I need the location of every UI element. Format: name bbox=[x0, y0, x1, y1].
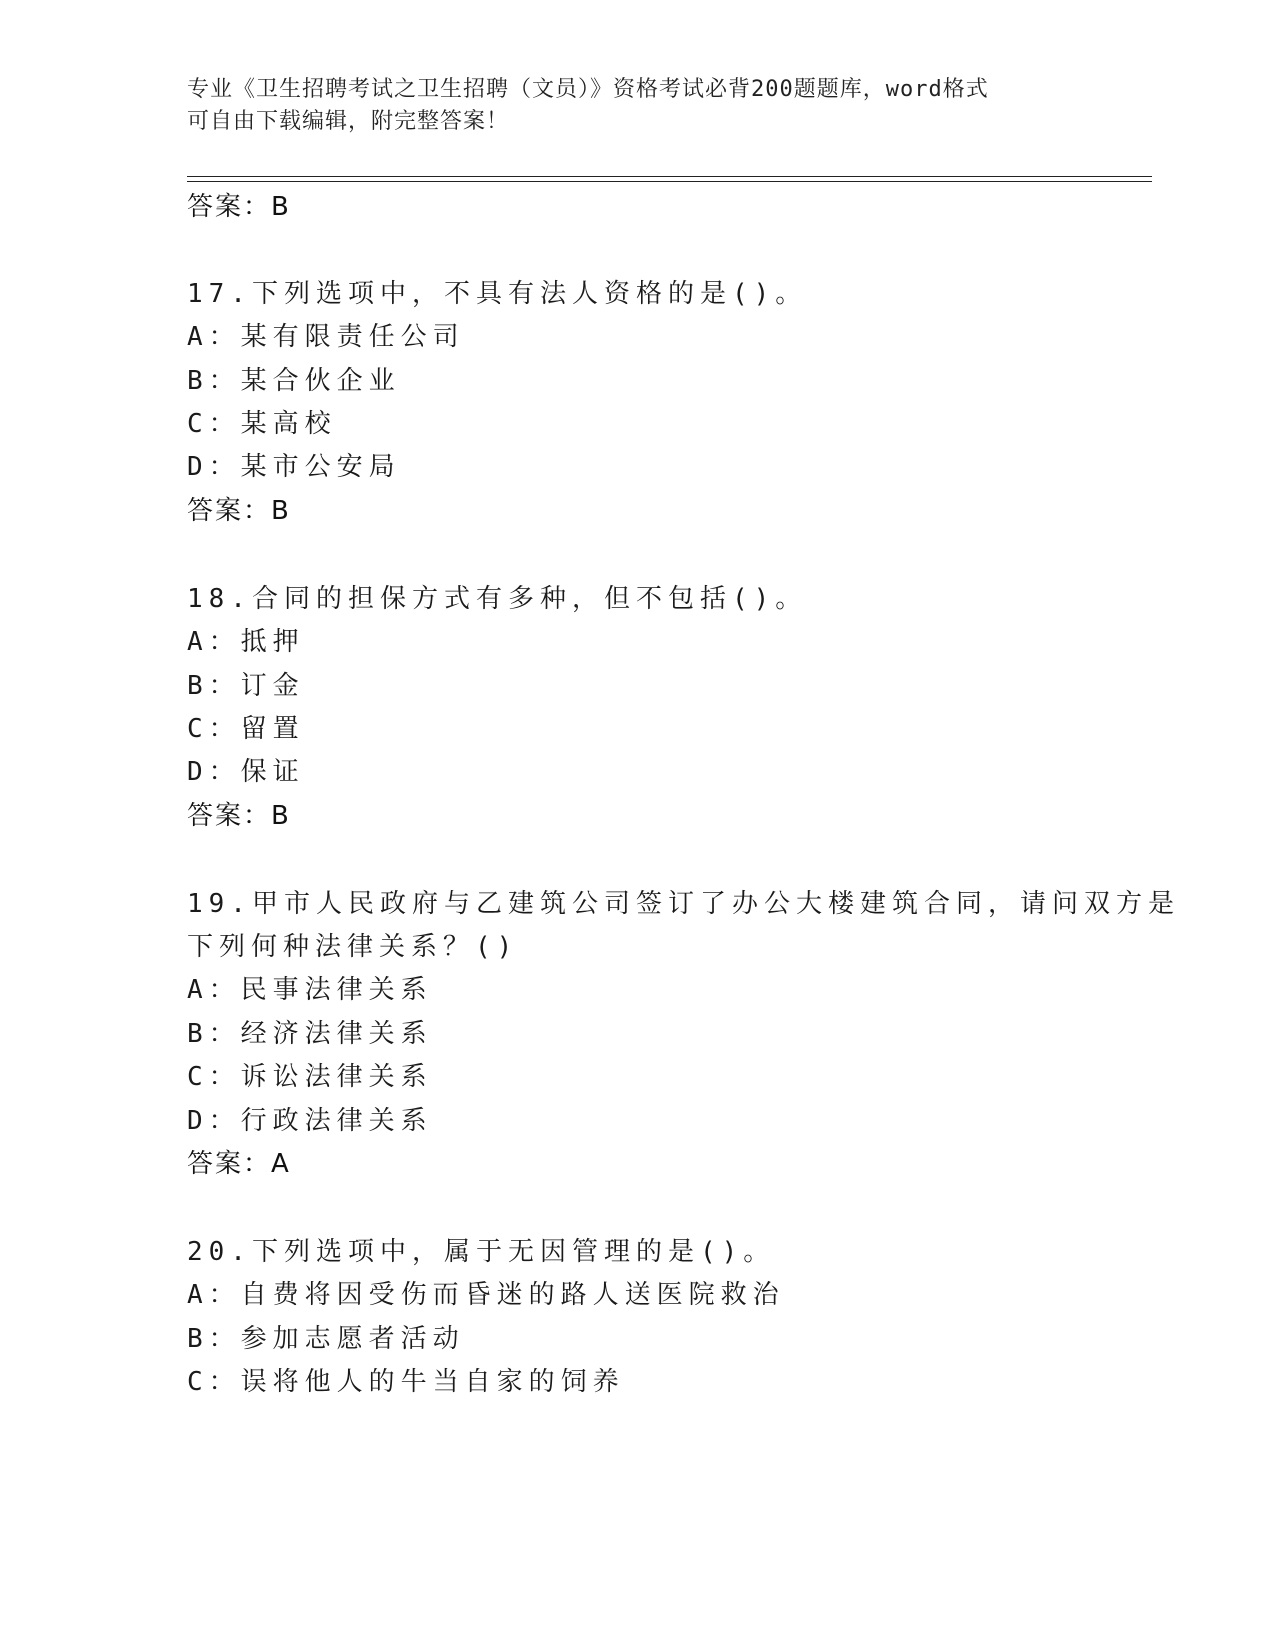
question-17-option-a: A：某有限责任公司 bbox=[187, 322, 465, 352]
question-18-answer: 答案：B bbox=[187, 801, 291, 831]
question-20-option-a: A：自费将因受伤而昏迷的路人送医院救治 bbox=[187, 1280, 785, 1310]
question-18-option-b: B：订金 bbox=[187, 671, 305, 701]
question-17-option-d: D：某市公安局 bbox=[187, 452, 401, 482]
question-19-option-b: B：经济法律关系 bbox=[187, 1019, 433, 1049]
question-18-option-a: A：抵押 bbox=[187, 627, 305, 657]
question-18-option-c: C：留置 bbox=[187, 714, 305, 744]
question-18-option-d: D：保证 bbox=[187, 757, 305, 787]
question-20-option-b: B：参加志愿者活动 bbox=[187, 1324, 465, 1354]
question-19-option-d: D：行政法律关系 bbox=[187, 1106, 433, 1136]
header-line-1: 专业《卫生招聘考试之卫生招聘（文员）》资格考试必背200题题库，word格式 bbox=[187, 77, 989, 102]
question-19-answer: 答案：A bbox=[187, 1149, 291, 1179]
question-19-option-c: C：诉讼法律关系 bbox=[187, 1062, 433, 1092]
question-20-stem: 20.下列选项中，属于无因管理的是()。 bbox=[187, 1237, 776, 1267]
question-17-answer: 答案：B bbox=[187, 496, 291, 526]
question-19-stem-line-1: 19.甲市人民政府与乙建筑公司签订了办公大楼建筑合同，请问双方是 bbox=[187, 889, 1180, 919]
document-header bbox=[187, 74, 1067, 138]
question-19-stem-line-2: 下列何种法律关系？() bbox=[187, 932, 519, 962]
question-19-option-a: A：民事法律关系 bbox=[187, 975, 433, 1005]
header-divider-top bbox=[187, 176, 1152, 177]
question-17-option-c: C：某高校 bbox=[187, 409, 337, 439]
question-17-option-b: B：某合伙企业 bbox=[187, 366, 401, 396]
question-17-stem: 17.下列选项中，不具有法人资格的是()。 bbox=[187, 279, 808, 309]
previous-answer: 答案：B bbox=[187, 192, 291, 222]
header-divider-bottom bbox=[187, 181, 1152, 182]
question-20-option-c: C：误将他人的牛当自家的饲养 bbox=[187, 1367, 625, 1397]
header-line-2: 可自由下载编辑，附完整答案！ bbox=[187, 109, 510, 134]
question-18-stem: 18.合同的担保方式有多种，但不包括()。 bbox=[187, 584, 808, 614]
